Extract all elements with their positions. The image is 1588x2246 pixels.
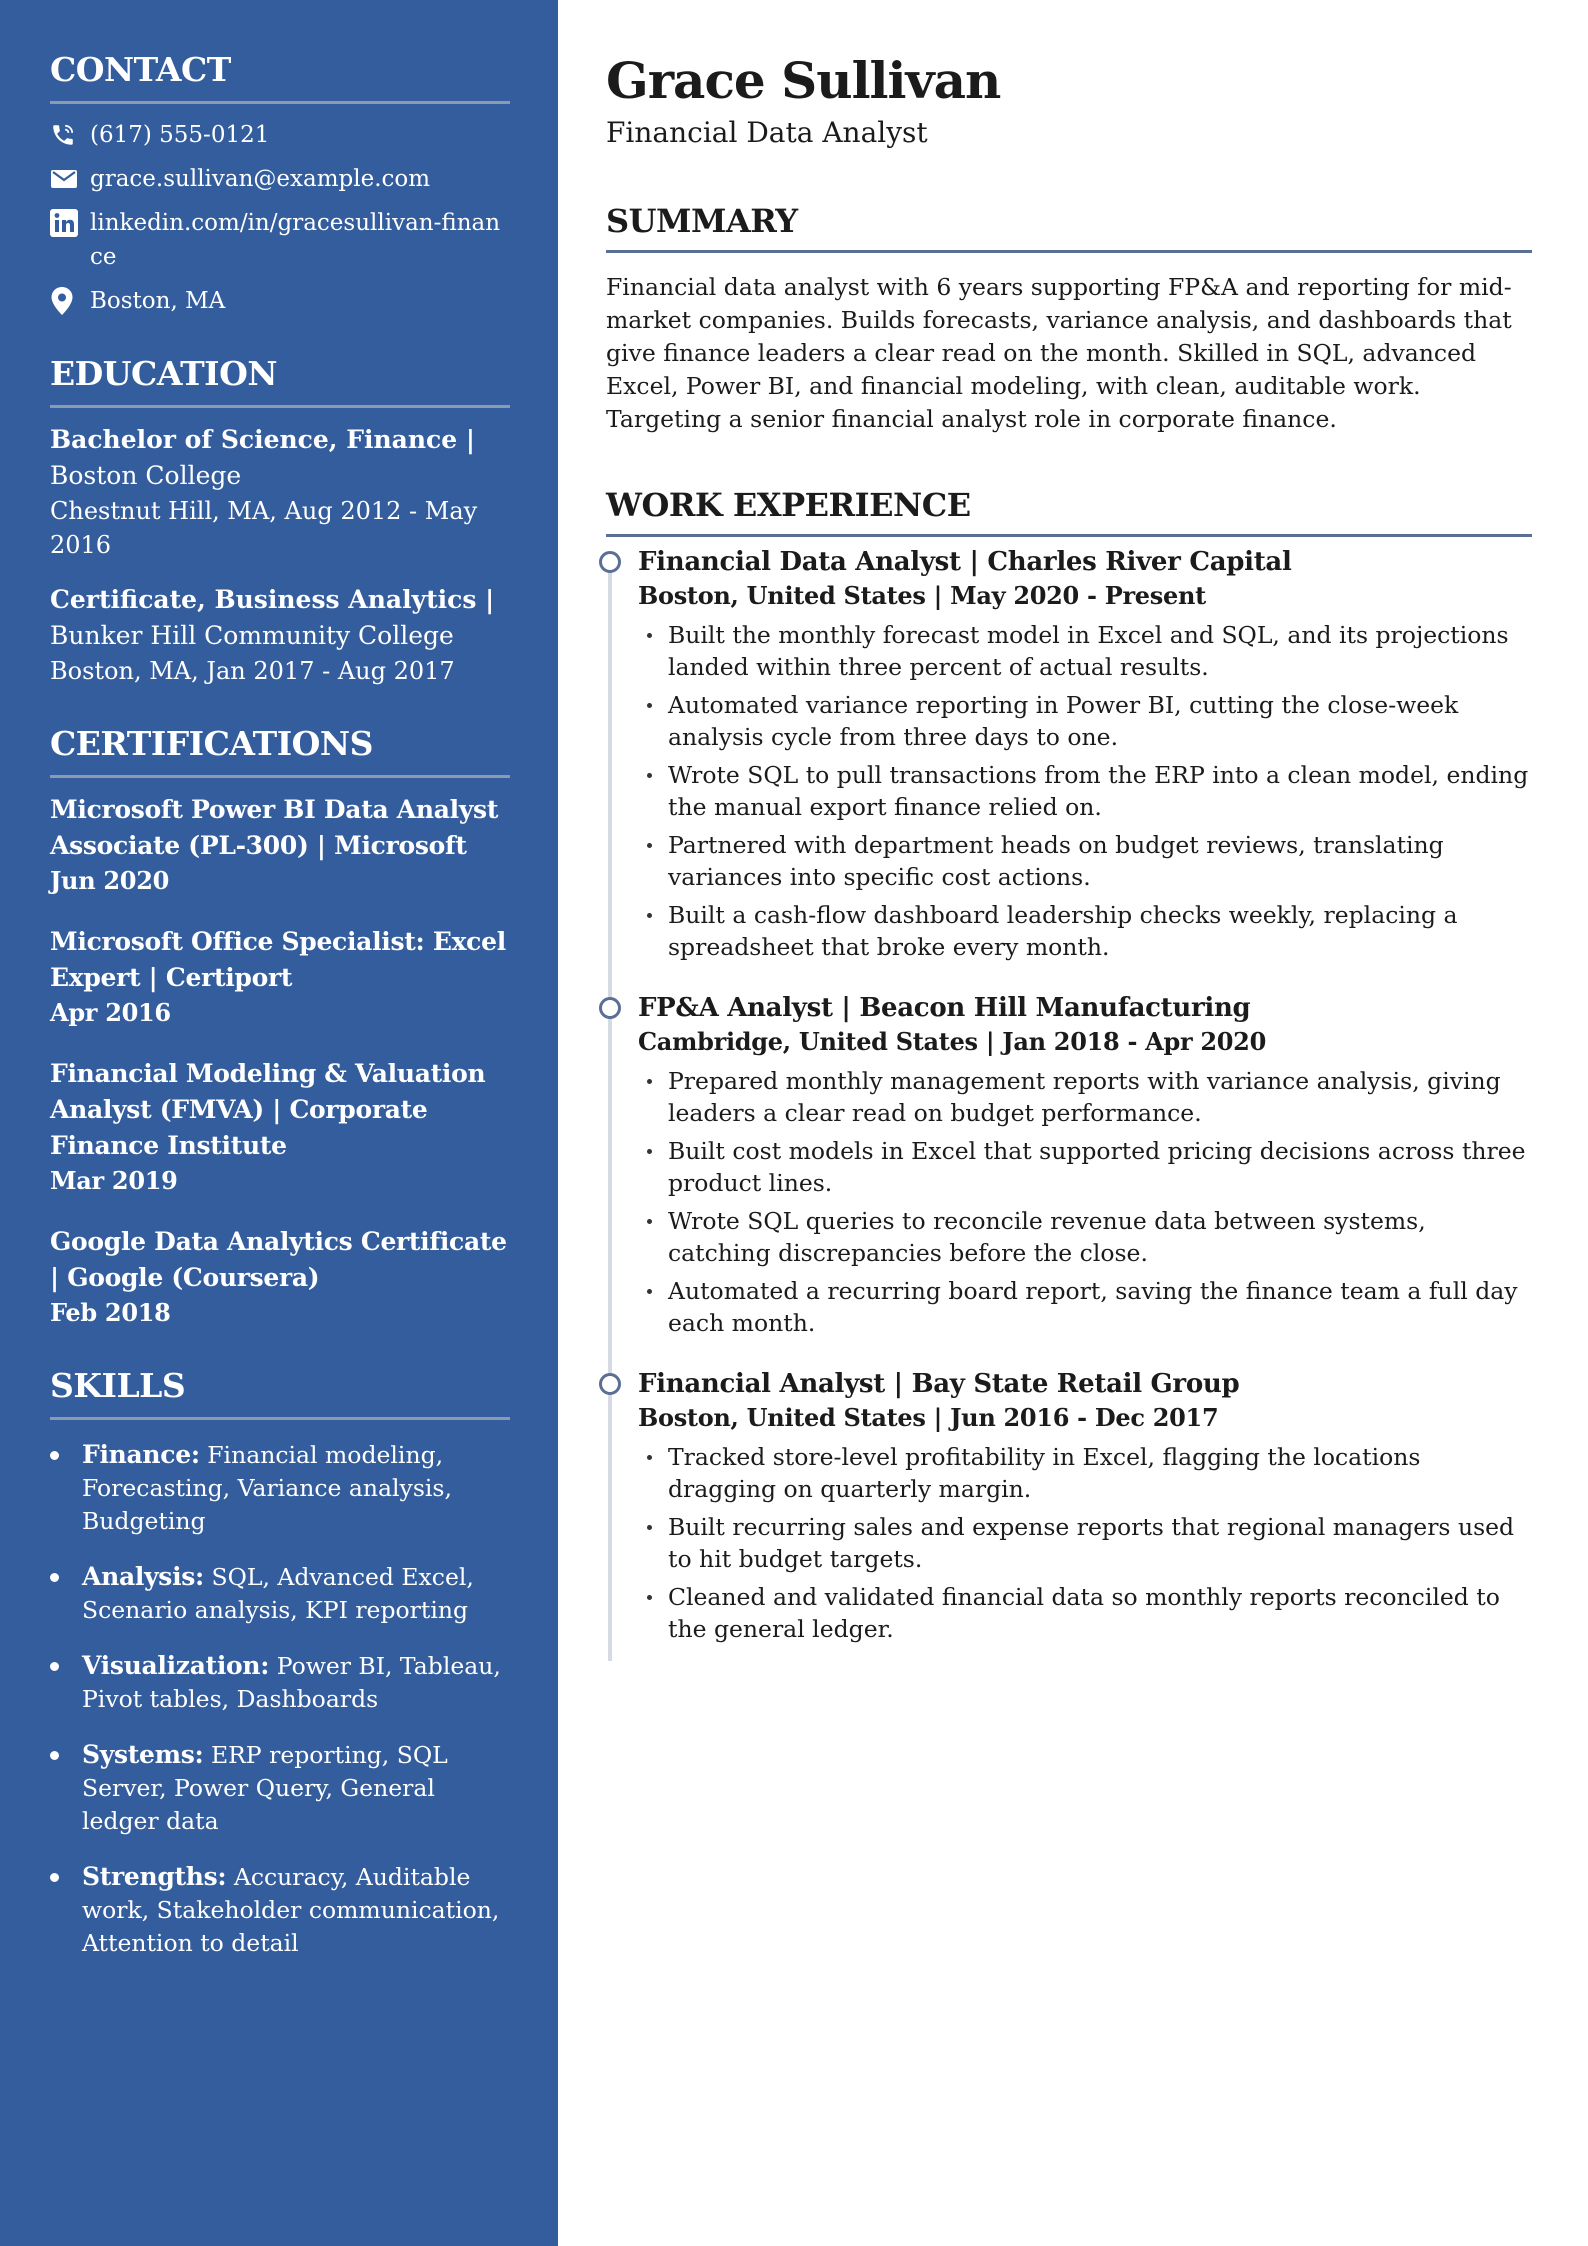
education-separator: | [457, 425, 475, 454]
location-text: Boston, MA [90, 288, 226, 314]
linkedin-text: linkedin.com/in/gracesullivan-finance [90, 210, 501, 270]
certification-name: Google Data Analytics Certificate | Google (Coursera) [50, 1227, 507, 1292]
education-separator: | [476, 585, 495, 614]
job-entry [606, 1367, 1532, 1645]
skill-item [50, 1438, 510, 1538]
certification-name: Microsoft Office Specialist: Excel Expert | Certiport [50, 927, 506, 992]
skills-list [50, 1438, 510, 1960]
phone-text: (617) 555-0121 [90, 122, 270, 148]
education-degree: Bachelor of Science, Finance [50, 425, 458, 454]
timeline-dot-icon [599, 1373, 621, 1395]
summary-section [606, 202, 1532, 436]
education-list [50, 422, 510, 688]
timeline-dot-icon [599, 551, 621, 573]
summary-heading: SUMMARY [606, 202, 1532, 253]
education-meta: Chestnut Hill, MA, Aug 2012 - May 2016 [50, 497, 478, 559]
job-location-dates: Boston, United States | Jun 2016 - Dec 2017 [638, 1403, 1219, 1432]
certification-date: Apr 2016 [50, 998, 171, 1027]
phone-icon [50, 118, 80, 152]
education-school: Bunker Hill Community College [50, 621, 454, 650]
skill-label: Strengths: [82, 1862, 227, 1891]
contact-email[interactable] [50, 162, 510, 196]
skills-section [50, 1366, 510, 1960]
education-meta: Boston, MA, Jan 2017 - Aug 2017 [50, 657, 455, 685]
experience-section [606, 486, 1532, 1645]
job-entry [606, 545, 1532, 963]
email-icon [50, 162, 80, 196]
job-title: Financial Data Analyst | Charles River Capital [638, 547, 1292, 577]
summary-text: Financial data analyst with 6 years supporting FP&A and reporting for mid-market companies. Builds forecasts, variance analysis, and dashboards that give finance leaders a clear read on the month. Skilled in SQL, advanced Excel, Power BI, and financial modeling, with clean, auditable work. Targeting a senior financial analyst role in corporate finance. [606, 273, 1512, 433]
job-bullet: Automated a recurring board report, saving the finance team a full day each month. [638, 1275, 1532, 1339]
skill-item [50, 1738, 510, 1838]
skill-text: Power BI, Tableau, Pivot tables, Dashboards [82, 1652, 501, 1713]
experience-timeline [606, 545, 1532, 1645]
job-bullet: Wrote SQL queries to reconcile revenue data between systems, catching discrepancies before the close. [638, 1205, 1532, 1269]
experience-heading: WORK EXPERIENCE [606, 486, 1532, 537]
job-entry [606, 991, 1532, 1339]
skill-label: Visualization: [82, 1651, 270, 1680]
job-bullet: Built recurring sales and expense reports that regional managers used to hit budget targets. [638, 1511, 1532, 1575]
skill-label: Finance: [82, 1440, 200, 1469]
job-bullet: Wrote SQL to pull transactions from the ERP into a clean model, ending the manual export finance relied on. [638, 759, 1532, 823]
candidate-name: Grace Sullivan [606, 51, 1001, 110]
skill-text: SQL, Advanced Excel, Scenario analysis, KPI reporting [82, 1563, 474, 1624]
education-item [50, 582, 510, 688]
linkedin-icon [50, 206, 80, 240]
skill-item [50, 1560, 510, 1627]
sidebar [0, 0, 558, 2246]
job-bullet: Cleaned and validated financial data so monthly reports reconciled to the general ledger. [638, 1581, 1532, 1645]
skill-label: Analysis: [82, 1562, 204, 1591]
job-location-dates: Cambridge, United States | Jan 2018 - Apr 2020 [638, 1027, 1266, 1056]
certification-item [50, 1224, 510, 1330]
job-bullet: Prepared monthly management reports with variance analysis, giving leaders a clear read on budget performance. [638, 1065, 1532, 1129]
certification-date: Mar 2019 [50, 1166, 178, 1195]
certifications-list [50, 792, 510, 1330]
job-bullets [638, 1065, 1532, 1339]
job-bullet: Built cost models in Excel that supported pricing decisions across three product lines. [638, 1135, 1532, 1199]
certification-name: Financial Modeling & Valuation Analyst (FMVA) | Corporate Finance Institute [50, 1059, 486, 1160]
job-bullet: Tracked store-level profitability in Excel, flagging the locations dragging on quarterly margin. [638, 1441, 1532, 1505]
main-content [606, 48, 1532, 1651]
job-title: Financial Analyst | Bay State Retail Group [638, 1369, 1240, 1399]
education-section [50, 354, 510, 688]
certification-item [50, 924, 510, 1030]
skill-item [50, 1860, 510, 1960]
contact-linkedin[interactable] [50, 206, 510, 274]
certification-date: Feb 2018 [50, 1298, 171, 1327]
skill-text: Financial modeling, Forecasting, Variance analysis, Budgeting [82, 1441, 452, 1535]
contact-location [50, 284, 510, 318]
location-pin-icon [50, 284, 80, 318]
skill-item [50, 1649, 510, 1716]
skill-label: Systems: [82, 1740, 204, 1769]
certifications-heading: CERTIFICATIONS [50, 724, 510, 778]
job-title: FP&A Analyst | Beacon Hill Manufacturing [638, 993, 1251, 1023]
job-bullet: Built the monthly forecast model in Excel and SQL, and its projections landed within three percent of actual results. [638, 619, 1532, 683]
candidate-title: Financial Data Analyst [606, 116, 928, 149]
job-bullet: Partnered with department heads on budget reviews, translating variances into specific cost actions. [638, 829, 1532, 893]
certifications-section [50, 724, 510, 1330]
certification-item [50, 792, 510, 898]
contact-section [50, 50, 510, 318]
skills-heading: SKILLS [50, 1366, 510, 1420]
education-degree: Certificate, Business Analytics [50, 585, 477, 614]
contact-phone[interactable] [50, 118, 510, 152]
contact-heading: CONTACT [50, 50, 510, 104]
education-heading: EDUCATION [50, 354, 510, 408]
certification-item [50, 1056, 510, 1198]
certification-name: Microsoft Power BI Data Analyst Associate (PL-300) | Microsoft [50, 795, 499, 860]
job-bullets [638, 619, 1532, 963]
skill-text: Accuracy, Auditable work, Stakeholder communication, Attention to detail [82, 1863, 500, 1957]
timeline-dot-icon [599, 997, 621, 1019]
skill-text: ERP reporting, SQL Server, Power Query, General ledger data [82, 1741, 448, 1835]
job-bullet: Automated variance reporting in Power BI, cutting the close-week analysis cycle from three days to one. [638, 689, 1532, 753]
job-bullets [638, 1441, 1532, 1645]
contact-list [50, 118, 510, 318]
education-item [50, 422, 510, 562]
email-text: grace.sullivan@example.com [90, 166, 431, 192]
education-school: Boston College [50, 461, 242, 490]
certification-date: Jun 2020 [50, 866, 170, 895]
job-location-dates: Boston, United States | May 2020 - Present [638, 581, 1206, 610]
job-bullet: Built a cash-flow dashboard leadership checks weekly, replacing a spreadsheet that broke every month. [638, 899, 1532, 963]
